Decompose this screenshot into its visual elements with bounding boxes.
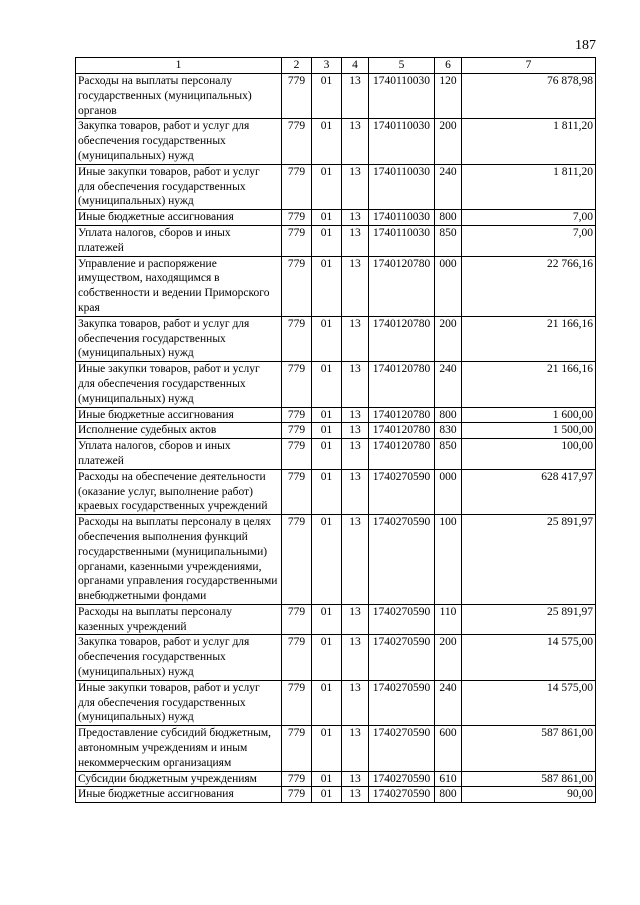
table-row — [76, 726, 596, 771]
expense-type-cell: 610 — [435, 771, 462, 787]
expense-name-cell: Управление и распоряжение имуществом, находящимся в собственности и ведении Приморского края — [76, 256, 282, 316]
amount-cell: 1 811,20 — [462, 119, 596, 164]
expense-name-cell: Иные закупки товаров, работ и услуг для обеспечения государственных (муниципальных) нужд — [76, 680, 282, 725]
expense-type-cell: 240 — [435, 164, 462, 209]
header-cell-name: 1 — [76, 58, 282, 74]
grbs-code-cell: 779 — [282, 210, 312, 226]
amount-cell: 90,00 — [462, 787, 596, 803]
subsection-code-cell: 13 — [342, 423, 369, 439]
amount-cell: 7,00 — [462, 210, 596, 226]
expense-name-cell: Субсидии бюджетным учреждениям — [76, 771, 282, 787]
header-cell-subsection: 4 — [342, 58, 369, 74]
grbs-code-cell: 779 — [282, 771, 312, 787]
target-article-cell: 1740270590 — [369, 515, 435, 605]
section-code-cell: 01 — [312, 164, 342, 209]
table-row — [76, 680, 596, 725]
grbs-code-cell: 779 — [282, 680, 312, 725]
expense-name-cell: Уплата налогов, сборов и иных платежей — [76, 225, 282, 256]
subsection-code-cell: 13 — [342, 407, 369, 423]
target-article-cell: 1740120780 — [369, 407, 435, 423]
table-body — [76, 74, 596, 803]
grbs-code-cell: 779 — [282, 74, 312, 119]
amount-cell: 21 166,16 — [462, 362, 596, 407]
subsection-code-cell: 13 — [342, 210, 369, 226]
table-row — [76, 210, 596, 226]
expense-name-cell: Закупка товаров, работ и услуг для обеспечения государственных (муниципальных) нужд — [76, 316, 282, 361]
grbs-code-cell: 779 — [282, 164, 312, 209]
grbs-code-cell: 779 — [282, 362, 312, 407]
expense-name-cell: Закупка товаров, работ и услуг для обеспечения государственных (муниципальных) нужд — [76, 635, 282, 680]
expense-name-cell: Предоставление субсидий бюджетным, автономным учреждениям и иным некоммерческим организациям — [76, 726, 282, 771]
grbs-code-cell: 779 — [282, 225, 312, 256]
header-cell-section: 3 — [312, 58, 342, 74]
subsection-code-cell: 13 — [342, 119, 369, 164]
table-row — [76, 362, 596, 407]
grbs-code-cell: 779 — [282, 726, 312, 771]
header-cell-target-article: 5 — [369, 58, 435, 74]
grbs-code-cell: 779 — [282, 316, 312, 361]
grbs-code-cell: 779 — [282, 256, 312, 316]
page-number: 187 — [575, 38, 596, 53]
expense-type-cell: 120 — [435, 74, 462, 119]
subsection-code-cell: 13 — [342, 362, 369, 407]
section-code-cell: 01 — [312, 515, 342, 605]
target-article-cell: 1740120780 — [369, 439, 435, 470]
table-row — [76, 469, 596, 514]
table-row — [76, 225, 596, 256]
header-cell-expense-type: 6 — [435, 58, 462, 74]
expense-type-cell: 200 — [435, 635, 462, 680]
expense-type-cell: 200 — [435, 316, 462, 361]
target-article-cell: 1740270590 — [369, 726, 435, 771]
expense-name-cell: Закупка товаров, работ и услуг для обеспечения государственных (муниципальных) нужд — [76, 119, 282, 164]
amount-cell: 22 766,16 — [462, 256, 596, 316]
subsection-code-cell: 13 — [342, 787, 369, 803]
target-article-cell: 1740270590 — [369, 604, 435, 635]
grbs-code-cell: 779 — [282, 604, 312, 635]
expense-type-cell: 830 — [435, 423, 462, 439]
table-row — [76, 316, 596, 361]
expense-type-cell: 240 — [435, 680, 462, 725]
expense-name-cell: Расходы на обеспечение деятельности (оказание услуг, выполнение работ) краевых государственных учреждений — [76, 469, 282, 514]
section-code-cell: 01 — [312, 726, 342, 771]
target-article-cell: 1740270590 — [369, 680, 435, 725]
section-code-cell: 01 — [312, 423, 342, 439]
table-row — [76, 635, 596, 680]
amount-cell: 14 575,00 — [462, 635, 596, 680]
expense-name-cell: Расходы на выплаты персоналу казенных учреждений — [76, 604, 282, 635]
expense-type-cell: 800 — [435, 210, 462, 226]
expense-name-cell: Уплата налогов, сборов и иных платежей — [76, 439, 282, 470]
target-article-cell: 1740110030 — [369, 119, 435, 164]
section-code-cell: 01 — [312, 225, 342, 256]
target-article-cell: 1740270590 — [369, 469, 435, 514]
expense-name-cell: Расходы на выплаты персоналу государственных (муниципальных) органов — [76, 74, 282, 119]
section-code-cell: 01 — [312, 316, 342, 361]
amount-cell: 76 878,98 — [462, 74, 596, 119]
target-article-cell: 1740110030 — [369, 74, 435, 119]
amount-cell: 1 811,20 — [462, 164, 596, 209]
subsection-code-cell: 13 — [342, 316, 369, 361]
amount-cell: 1 500,00 — [462, 423, 596, 439]
expense-name-cell: Иные закупки товаров, работ и услуг для обеспечения государственных (муниципальных) нужд — [76, 362, 282, 407]
amount-cell: 1 600,00 — [462, 407, 596, 423]
amount-cell: 587 861,00 — [462, 726, 596, 771]
target-article-cell: 1740270590 — [369, 635, 435, 680]
target-article-cell: 1740110030 — [369, 164, 435, 209]
table-row — [76, 787, 596, 803]
amount-cell: 25 891,97 — [462, 604, 596, 635]
amount-cell: 100,00 — [462, 439, 596, 470]
section-code-cell: 01 — [312, 439, 342, 470]
section-code-cell: 01 — [312, 635, 342, 680]
amount-cell: 21 166,16 — [462, 316, 596, 361]
amount-cell: 14 575,00 — [462, 680, 596, 725]
expense-name-cell: Иные бюджетные ассигнования — [76, 787, 282, 803]
expense-name-cell: Исполнение судебных актов — [76, 423, 282, 439]
expense-name-cell: Иные бюджетные ассигнования — [76, 407, 282, 423]
subsection-code-cell: 13 — [342, 680, 369, 725]
grbs-code-cell: 779 — [282, 635, 312, 680]
target-article-cell: 1740270590 — [369, 787, 435, 803]
expense-type-cell: 110 — [435, 604, 462, 635]
subsection-code-cell: 13 — [342, 515, 369, 605]
subsection-code-cell: 13 — [342, 469, 369, 514]
section-code-cell: 01 — [312, 469, 342, 514]
expense-name-cell: Иные бюджетные ассигнования — [76, 210, 282, 226]
table-row — [76, 439, 596, 470]
table-row — [76, 604, 596, 635]
amount-cell: 628 417,97 — [462, 469, 596, 514]
amount-cell: 25 891,97 — [462, 515, 596, 605]
expense-type-cell: 600 — [435, 726, 462, 771]
table-row — [76, 256, 596, 316]
grbs-code-cell: 779 — [282, 469, 312, 514]
table-row — [76, 164, 596, 209]
subsection-code-cell: 13 — [342, 771, 369, 787]
expense-type-cell: 850 — [435, 439, 462, 470]
grbs-code-cell: 779 — [282, 515, 312, 605]
table-row — [76, 407, 596, 423]
table-row — [76, 771, 596, 787]
amount-cell: 7,00 — [462, 225, 596, 256]
subsection-code-cell: 13 — [342, 225, 369, 256]
grbs-code-cell: 779 — [282, 423, 312, 439]
section-code-cell: 01 — [312, 604, 342, 635]
expense-type-cell: 800 — [435, 407, 462, 423]
header-cell-grbs: 2 — [282, 58, 312, 74]
grbs-code-cell: 779 — [282, 119, 312, 164]
section-code-cell: 01 — [312, 256, 342, 316]
subsection-code-cell: 13 — [342, 256, 369, 316]
expense-type-cell: 200 — [435, 119, 462, 164]
target-article-cell: 1740120780 — [369, 423, 435, 439]
table-row — [76, 423, 596, 439]
header-cell-amount: 7 — [462, 58, 596, 74]
subsection-code-cell: 13 — [342, 164, 369, 209]
section-code-cell: 01 — [312, 119, 342, 164]
target-article-cell: 1740110030 — [369, 210, 435, 226]
section-code-cell: 01 — [312, 210, 342, 226]
target-article-cell: 1740110030 — [369, 225, 435, 256]
expense-name-cell: Иные закупки товаров, работ и услуг для обеспечения государственных (муниципальных) нужд — [76, 164, 282, 209]
expense-type-cell: 000 — [435, 469, 462, 514]
section-code-cell: 01 — [312, 362, 342, 407]
subsection-code-cell: 13 — [342, 439, 369, 470]
section-code-cell: 01 — [312, 407, 342, 423]
section-code-cell: 01 — [312, 771, 342, 787]
table-row — [76, 119, 596, 164]
expense-type-cell: 800 — [435, 787, 462, 803]
subsection-code-cell: 13 — [342, 604, 369, 635]
subsection-code-cell: 13 — [342, 635, 369, 680]
expense-type-cell: 240 — [435, 362, 462, 407]
target-article-cell: 1740270590 — [369, 771, 435, 787]
expense-type-cell: 850 — [435, 225, 462, 256]
target-article-cell: 1740120780 — [369, 362, 435, 407]
section-code-cell: 01 — [312, 787, 342, 803]
subsection-code-cell: 13 — [342, 726, 369, 771]
amount-cell: 587 861,00 — [462, 771, 596, 787]
budget-table — [75, 57, 596, 803]
header-row — [76, 58, 596, 74]
grbs-code-cell: 779 — [282, 787, 312, 803]
table-row — [76, 74, 596, 119]
target-article-cell: 1740120780 — [369, 316, 435, 361]
target-article-cell: 1740120780 — [369, 256, 435, 316]
subsection-code-cell: 13 — [342, 74, 369, 119]
expense-type-cell: 100 — [435, 515, 462, 605]
grbs-code-cell: 779 — [282, 407, 312, 423]
expense-type-cell: 000 — [435, 256, 462, 316]
section-code-cell: 01 — [312, 74, 342, 119]
expense-name-cell: Расходы на выплаты персоналу в целях обеспечения выполнения функций государственными (муниципальными) органами, казенными учреждениями, органами управления государственными внебюджетными фондами — [76, 515, 282, 605]
grbs-code-cell: 779 — [282, 439, 312, 470]
table-row — [76, 515, 596, 605]
section-code-cell: 01 — [312, 680, 342, 725]
